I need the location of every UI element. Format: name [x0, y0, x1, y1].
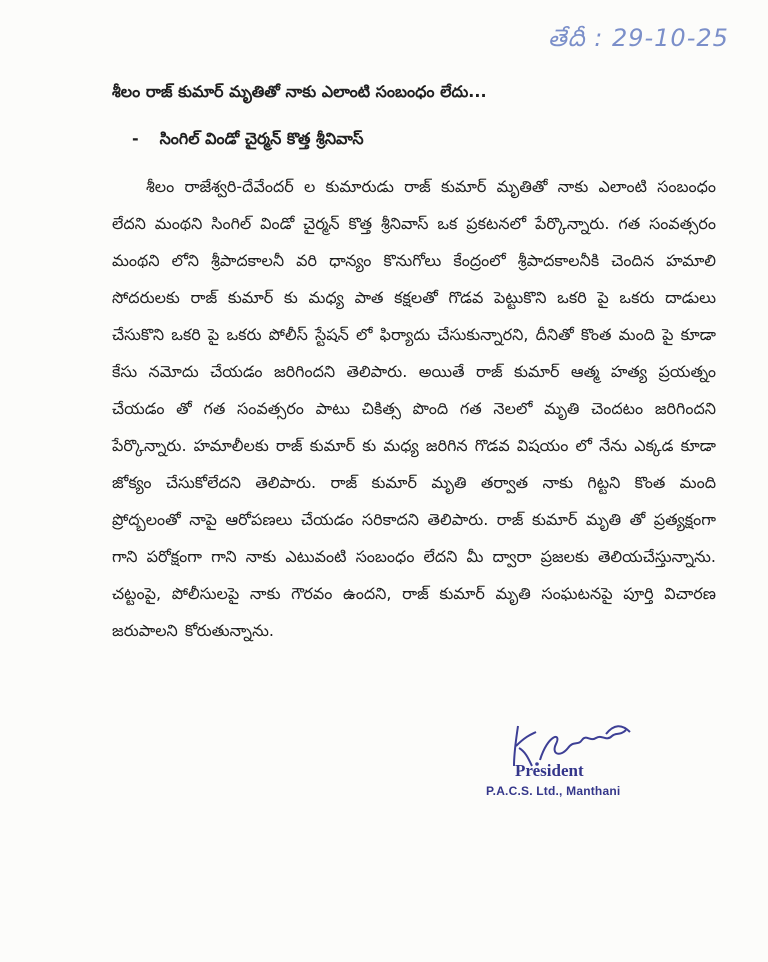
date-label: తేదీ : 29-10-25	[548, 24, 729, 52]
byline	[132, 129, 692, 148]
stamp-title: President	[515, 761, 584, 780]
byline-text: సింగిల్ విండో చైర్మన్ కొత్త శ్రీనివాస్	[159, 129, 364, 148]
signature-block	[484, 718, 664, 804]
body-paragraph: శీలం రాజేశ్వరి-దేవేందర్ ల కుమారుడు రాజ్ కుమార్ మృతితో నాకు ఎలాంటి సంబంధం లేదని మంథని సింగిల్ విండో చైర్మన్ కొత్త శ్రీనివాస్ ఒక ప్రకటనలో పేర్కొన్నారు. గత సంవత్సరం మంథని లోని శ్రీపాదకాలనీ వరి ధాన్యం కొనుగోలు కేంద్రంలో శ్రీపాదకాలనీకి చెందిన హమాలి సోదరులకు రాజ్ కుమార్ కు మధ్య పాత కక్షలతో గొడవ పెట్టుకొని ఒకరి పై ఒకరు దాడులు చేసుకొని ఒకరి పై ఒకరు పోలీస్ స్టేషన్ లో ఫిర్యాదు చేసుకున్నారని, దీనితో కొంత మంది పై కూడా కేసు నమోదు చేయడం జరిగిందని తెలిపారు. అయితే రాజ్ కుమార్ ఆత్మ హత్య ప్రయత్నం చేయడం తో గత సంవత్సరం పాటు చికిత్స పొంది గత నెలలో మృతి చెందటం జరిగిందని పేర్కొన్నారు. హమాలీలకు రాజ్ కుమార్ కు మధ్య జరిగిన గొడవ విషయం లో నేను ఎక్కడ కూడా జోక్యం చేసుకోలేదని తెలిపారు. రాజ్ కుమార్ మృతి తర్వాత నాకు గిట్టని కొంత మంది ప్రోద్బలంతో నాపై ఆరోపణలు చేయడం సరికాదని తెలిపారు. రాజ్ కుమార్ మృతి తో ప్రత్యక్షంగా గాని పరోక్షంగా గాని నాకు ఎటువంటి సంబంధం లేదని మీ ద్వారా ప్రజలకు తెలియచేస్తున్నాను. చట్టంపై, పోలీసులపై నాకు గౌరవం ఉందని, రాజ్ కుమార్ మృతి సంఘటనపై పూర్తి విచారణ జరుపాలని కోరుతున్నాను.	[112, 177, 716, 640]
headline: శీలం రాజ్ కుమార్ మృతితో నాకు ఎలాంటి సంబంధం లేదు...	[112, 82, 487, 101]
byline-dash: -	[132, 129, 139, 148]
stamp-organization: P.A.C.S. Ltd., Manthani	[486, 784, 621, 798]
body-text	[112, 168, 716, 649]
